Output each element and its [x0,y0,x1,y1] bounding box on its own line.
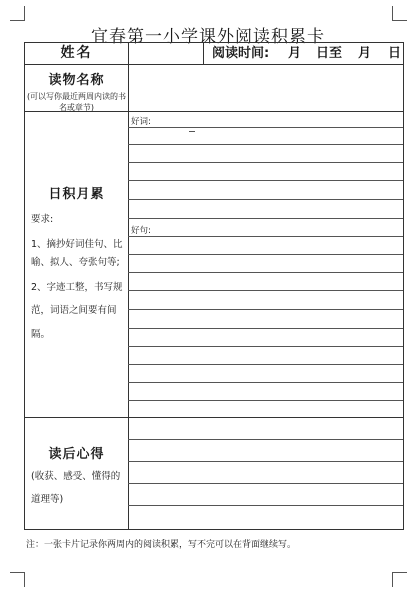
crop-mark-top-left [10,6,25,21]
period-day-to: 日至 [316,46,343,61]
card-title: 宜春第一小学课外阅读积累卡 [91,27,325,47]
writing-line [128,199,403,200]
requirement-line: 1、摘抄好词佳句、比 [31,239,123,250]
reading-period [208,43,403,64]
accumulation-label: 日积月累 [48,187,105,202]
writing-line [128,328,403,329]
name-label: 姓名 [60,45,93,61]
writing-line [128,162,403,163]
reflection-hint: (收获、感受、懂得的 [31,471,121,482]
writing-line [128,505,403,506]
crop-mark-top-right [392,6,407,21]
requirement-line: 范，词语之间要有间 [31,305,117,316]
writing-line [128,346,403,347]
book-name-field[interactable] [129,65,403,111]
period-month-2: 月 [358,46,372,61]
writing-line [128,144,403,145]
reflection-area[interactable] [129,418,403,530]
book-name-label: 读物名称 [48,73,105,88]
name-field[interactable] [129,43,203,64]
book-name-hint: (可以写你最近两周内读的书名或章节) [26,92,127,112]
writing-line [128,218,403,219]
writing-line [128,439,403,440]
writing-line [128,180,403,181]
period-day-end: 日 [388,46,402,61]
writing-line [128,400,403,401]
writing-line [128,483,403,484]
period-month-1: 月 [288,46,302,61]
crop-mark-bottom-right [392,572,407,587]
period-label: 阅读时间: [212,46,270,61]
crop-mark-bottom-left [10,572,25,587]
writing-line [128,290,403,291]
writing-line [128,272,403,273]
footnote: 注：一张卡片记录你两周内的阅读积累，写不完可以在背面继续写。 [26,540,297,550]
good-sentences-label: 好句: [131,226,151,236]
good-sentences-area[interactable] [129,221,403,417]
writing-line [128,382,403,383]
reflection-label: 读后心得 [48,447,105,462]
reading-card-table [24,42,404,530]
requirement-line: 2、字迹工整，书写规 [31,282,123,293]
writing-line [128,364,403,365]
writing-line [128,254,403,255]
writing-line [128,127,403,128]
good-words-label: 好词: [131,117,151,127]
good-words-area[interactable] [129,112,403,220]
writing-line [128,309,403,310]
reflection-hint: 道理等) [31,494,64,505]
writing-line [128,461,403,462]
requirements-heading: 要求: [31,214,54,225]
column-divider-name [203,43,204,64]
writing-line [128,236,403,237]
requirement-line: 喻、拟人、夸张句等; [31,257,120,268]
requirement-line: 隔。 [31,329,51,340]
